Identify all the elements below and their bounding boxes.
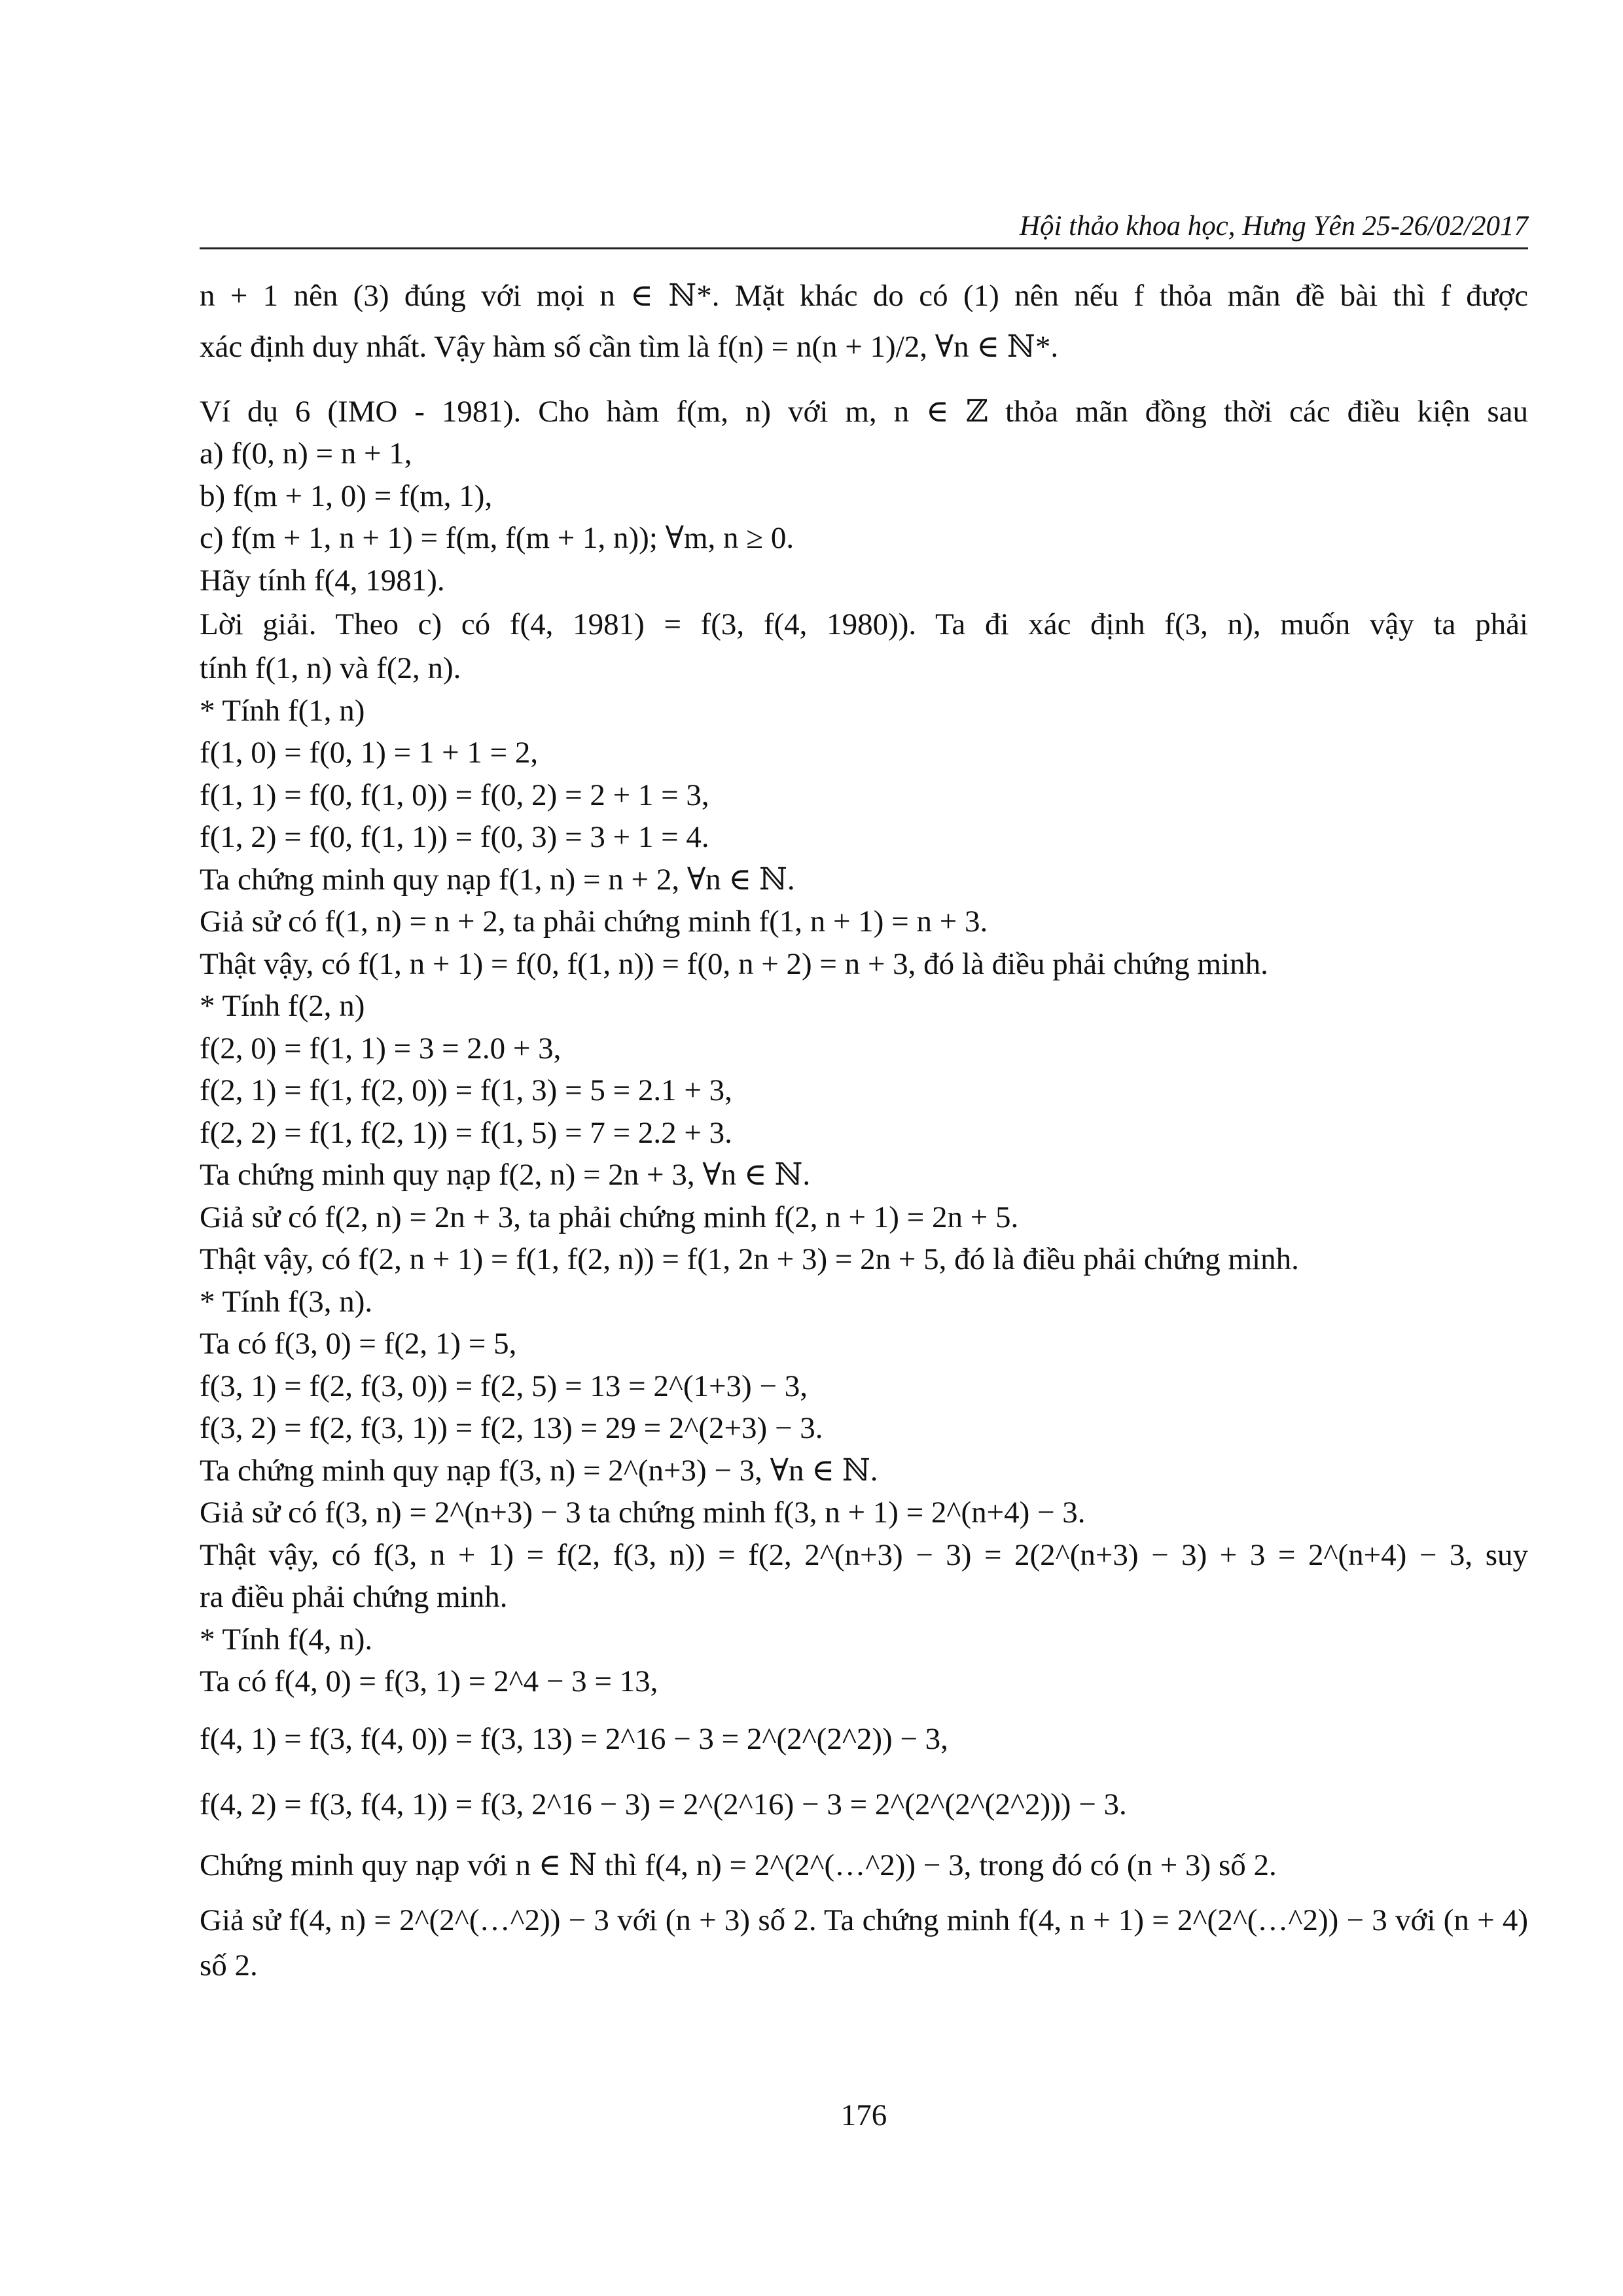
text-line: Thật vậy, có f(1, n + 1) = f(0, f(1, n)) = f(0, n + 2) = n + 3, đó là điều phải chứng minh. [200, 946, 1268, 981]
text-line: Ta chứng minh quy nạp f(2, n) = 2n + 3, ∀n ∈ ℕ. [200, 1158, 811, 1192]
page-number: 176 [840, 2098, 887, 2132]
spacer [200, 376, 1528, 391]
equation-line: f(1, 2) = f(0, f(1, 1)) = f(0, 3) = 3 + 1 = 4. [200, 820, 709, 854]
text-line: ra điều phải chứng minh. [200, 1580, 508, 1614]
text-line: Giả sử có f(3, n) = 2^(n+3) − 3 ta chứng minh f(3, n + 1) = 2^(n+4) − 3. [200, 1496, 1086, 1530]
page-body [200, 275, 1528, 1987]
example-heading: Ví dụ 6 (IMO - 1981). Cho hàm f(m, n) với m, n ∈ ℤ thỏa mãn đồng thời các điều kiện sau [200, 394, 1528, 429]
text-line: Ta chứng minh quy nạp f(3, n) = 2^(n+3) − 3, ∀n ∈ ℕ. [200, 1453, 878, 1488]
subsection-heading: * Tính f(1, n) [200, 693, 365, 728]
equation-line: f(2, 0) = f(1, 1) = 3 = 2.0 + 3, [200, 1031, 562, 1066]
text-line-formula: xác định duy nhất. Vậy hàm số cần tìm là f(n) = n(n + 1)/2, ∀n ∈ ℕ*. [200, 329, 1059, 364]
equation-line: f(3, 1) = f(2, f(3, 0)) = f(2, 5) = 13 = 2^(1+3) − 3, [200, 1369, 808, 1403]
equation-line: Ta có f(4, 0) = f(3, 1) = 2^4 − 3 = 13, [200, 1664, 658, 1698]
equation-line: f(3, 2) = f(2, f(3, 1)) = f(2, 13) = 29 = 2^(2+3) − 3. [200, 1411, 823, 1445]
condition-c: c) f(m + 1, n + 1) = f(m, f(m + 1, n)); ∀m, n ≥ 0. [200, 521, 794, 555]
text-line: tính f(1, n) và f(2, n). [200, 651, 461, 685]
condition-a: a) f(0, n) = n + 1, [200, 437, 412, 471]
subsection-heading: * Tính f(4, n). [200, 1622, 373, 1657]
condition-b: b) f(m + 1, 0) = f(m, 1), [200, 478, 493, 513]
text-line: Giả sử có f(1, n) = n + 2, ta phải chứng minh f(1, n + 1) = n + 3. [200, 905, 988, 939]
text-line: n + 1 nên (3) đúng với mọi n ∈ ℕ*. Mặt khác do có (1) nên nếu f thỏa mãn đề bài thì f được [200, 279, 1528, 313]
text-line: Thật vậy, có f(2, n + 1) = f(1, f(2, n)) = f(1, 2n + 3) = 2n + 5, đó là điều phải chứng minh. [200, 1242, 1299, 1276]
running-header: Hội thảo khoa học, Hưng Yên 25-26/02/2017 [1019, 211, 1528, 242]
equation-line: f(2, 1) = f(1, f(2, 0)) = f(1, 3) = 5 = 2.1 + 3, [200, 1073, 732, 1107]
equation-line-tower: f(4, 1) = f(3, f(4, 0)) = f(3, 13) = 2^16 − 3 = 2^(2^(2^2)) − 3, [200, 1721, 948, 1756]
question-line: Hãy tính f(4, 1981). [200, 563, 445, 598]
subsection-heading: * Tính f(2, n) [200, 989, 365, 1023]
equation-line: f(1, 0) = f(0, 1) = 1 + 1 = 2, [200, 736, 539, 770]
equation-line: f(1, 1) = f(0, f(1, 0)) = f(0, 2) = 2 + 1 = 3, [200, 778, 709, 812]
header-rule [200, 247, 1528, 249]
text-line: Ta chứng minh quy nạp f(1, n) = n + 2, ∀n ∈ ℕ. [200, 862, 795, 897]
text-line-tower: Giả sử f(4, n) = 2^(2^(…^2)) − 3 với (n + 3) số 2. Ta chứng minh f(4, n + 1) = 2^(2^(…^2)) − 3 với (n + 4) [200, 1903, 1528, 1937]
text-line: Giả sử có f(2, n) = 2n + 3, ta phải chứng minh f(2, n + 1) = 2n + 5. [200, 1200, 1019, 1234]
text-line: Thật vậy, có f(3, n + 1) = f(2, f(3, n)) = f(2, 2^(n+3) − 3) = 2(2^(n+3) − 3) + 3 = 2^(n+4) − 3, suy [200, 1537, 1528, 1572]
solution-heading: Lời giải. Theo c) có f(4, 1981) = f(3, f(4, 1980)). Ta đi xác định f(3, n), muốn vậy ta phải [200, 607, 1528, 641]
equation-line: f(2, 2) = f(1, f(2, 1)) = f(1, 5) = 7 = 2.2 + 3. [200, 1115, 732, 1150]
equation-line: Ta có f(3, 0) = f(2, 1) = 5, [200, 1327, 517, 1361]
equation-line-tower: f(4, 2) = f(3, f(4, 1)) = f(3, 2^16 − 3) = 2^(2^16) − 3 = 2^(2^(2^(2^2))) − 3. [200, 1787, 1127, 1821]
text-line-tower: Chứng minh quy nạp với n ∈ ℕ thì f(4, n) = 2^(2^(…^2)) − 3, trong đó có (n + 3) số 2. [200, 1848, 1277, 1882]
subsection-heading: * Tính f(3, n). [200, 1284, 373, 1319]
text-line: số 2. [200, 1948, 258, 1982]
